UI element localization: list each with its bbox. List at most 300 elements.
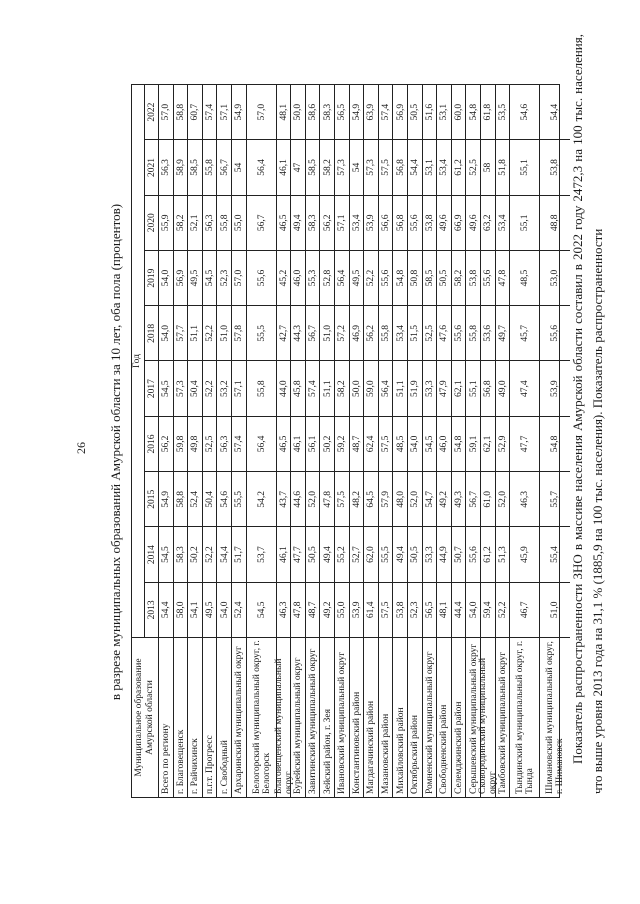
value-cell: 57,1 xyxy=(217,85,232,140)
municipality-name-cell: Всего по региону xyxy=(161,723,172,794)
value-cell: 53,7 xyxy=(247,527,277,582)
value-cell: 50,8 xyxy=(408,251,423,306)
value-cell: 62,1 xyxy=(452,362,467,417)
table-row xyxy=(392,85,408,797)
value-cell: 48,7 xyxy=(306,583,321,638)
value-cell: 57,1 xyxy=(335,196,350,251)
value-cell: 55,8 xyxy=(203,140,218,195)
table-row xyxy=(436,85,452,797)
value-cell: 53,8 xyxy=(423,196,438,251)
value-cell: 45,9 xyxy=(510,527,540,582)
table-row xyxy=(363,85,379,797)
value-cell: 57,5 xyxy=(379,140,394,195)
municipality-name-cell: Сковородинский муниципальный округ xyxy=(478,657,499,794)
value-cell: 52,5 xyxy=(466,140,481,195)
value-cell: 63,9 xyxy=(364,85,379,140)
municipality-name-cell: Шимановский муниципальный округ, г. Шимановск xyxy=(545,641,566,794)
value-cell: 53,1 xyxy=(423,140,438,195)
municipality-name-cell: г. Райчихинск xyxy=(190,738,201,794)
value-cell: 57,0 xyxy=(232,251,247,306)
value-cell: 49,2 xyxy=(320,583,335,638)
value-cell: 56,4 xyxy=(247,417,277,472)
value-cell: 58,9 xyxy=(174,140,189,195)
value-cell: 46,1 xyxy=(277,527,292,582)
municipality-name-cell: Октябрьский район xyxy=(410,715,421,794)
value-cell: 53,4 xyxy=(350,196,365,251)
municipality-name-cell: Серышевский муниципальный округ xyxy=(468,643,479,794)
value-cell: 47,7 xyxy=(291,527,306,582)
value-cell: 50,2 xyxy=(188,527,203,582)
page-number: 26 xyxy=(74,442,88,454)
value-cell: 57,9 xyxy=(379,472,394,527)
municipality-name-cell: г. Благовещенск xyxy=(175,729,186,794)
value-cell: 52,5 xyxy=(203,417,218,472)
value-cell: 52,0 xyxy=(306,472,321,527)
value-cell: 59,0 xyxy=(364,362,379,417)
value-cell: 57,3 xyxy=(364,140,379,195)
value-cell: 44,6 xyxy=(291,472,306,527)
value-cell: 56,7 xyxy=(247,196,277,251)
table-row xyxy=(478,85,499,797)
value-cell: 55,0 xyxy=(335,583,350,638)
value-cell: 51,8 xyxy=(496,140,511,195)
value-cell: 55,6 xyxy=(379,251,394,306)
value-cell: 46,9 xyxy=(350,306,365,361)
value-cell: 46,3 xyxy=(277,583,292,638)
value-cell: 56,4 xyxy=(335,251,350,306)
value-cell: 49,4 xyxy=(393,527,408,582)
year-header-cell: 2017 xyxy=(145,362,159,417)
value-cell: 49,4 xyxy=(291,196,306,251)
year-header-cell: 2013 xyxy=(145,583,159,638)
value-cell: 55,2 xyxy=(335,527,350,582)
value-cell: 58,5 xyxy=(306,140,321,195)
value-cell: 54,4 xyxy=(159,583,174,638)
value-cell: 58,8 xyxy=(174,472,189,527)
value-cell: 53,5 xyxy=(496,85,511,140)
value-cell: 63,2 xyxy=(481,196,496,251)
value-cell: 57,4 xyxy=(232,417,247,472)
table-caption: в разрезе муниципальных образований Амурской области за 10 лет, оба пола (процентов) xyxy=(108,203,123,701)
value-cell: 58,5 xyxy=(188,140,203,195)
value-cell: 53,4 xyxy=(437,140,452,195)
value-cell: 53,9 xyxy=(364,196,379,251)
value-cell: 54,9 xyxy=(232,85,247,140)
value-cell: 59,8 xyxy=(174,417,189,472)
value-cell: 48,7 xyxy=(350,417,365,472)
value-cell: 56,3 xyxy=(203,196,218,251)
value-cell: 55,6 xyxy=(247,251,277,306)
value-cell: 56,7 xyxy=(466,472,481,527)
value-cell: 46,1 xyxy=(291,417,306,472)
header-years-row xyxy=(144,85,159,638)
municipality-name-cell: Архаринский муниципальный округ xyxy=(234,646,245,794)
value-cell: 52,2 xyxy=(364,251,379,306)
value-cell: 56,7 xyxy=(306,306,321,361)
value-cell: 49,8 xyxy=(188,417,203,472)
value-cell: 46,5 xyxy=(277,196,292,251)
value-cell: 59,2 xyxy=(335,417,350,472)
value-cell: 53,4 xyxy=(393,306,408,361)
value-cell: 61,4 xyxy=(364,583,379,638)
value-cell: 57,8 xyxy=(232,306,247,361)
value-cell: 55,6 xyxy=(466,527,481,582)
value-cell: 56,2 xyxy=(159,417,174,472)
value-cell: 61,2 xyxy=(481,527,496,582)
value-cell: 54,7 xyxy=(423,472,438,527)
municipality-name-cell: Магдагачинский район xyxy=(366,700,377,794)
value-cell: 49,4 xyxy=(320,527,335,582)
value-cell: 62,0 xyxy=(364,527,379,582)
value-cell: 56,2 xyxy=(320,196,335,251)
value-cell: 55,8 xyxy=(217,196,232,251)
value-cell: 59,4 xyxy=(481,583,496,638)
value-cell: 48,8 xyxy=(540,196,570,251)
table-row xyxy=(173,85,189,797)
table-row xyxy=(422,85,438,797)
value-cell: 58,2 xyxy=(174,196,189,251)
value-cell: 55,8 xyxy=(379,306,394,361)
municipality-name-cell: Белогорский муниципальный округ, г. Белогорск xyxy=(251,640,272,794)
value-cell: 46,7 xyxy=(510,583,540,638)
value-cell: 55,5 xyxy=(232,472,247,527)
table-row xyxy=(305,85,321,797)
value-cell: 55,8 xyxy=(466,306,481,361)
value-cell: 58,2 xyxy=(335,362,350,417)
value-cell: 55,1 xyxy=(510,140,540,195)
value-cell: 51,3 xyxy=(496,527,511,582)
value-cell: 55,8 xyxy=(247,362,277,417)
value-cell: 57,0 xyxy=(247,85,277,140)
value-cell: 58,6 xyxy=(306,85,321,140)
value-cell: 53,9 xyxy=(350,583,365,638)
value-cell: 47,8 xyxy=(320,472,335,527)
value-cell: 53,0 xyxy=(540,251,570,306)
value-cell: 47,6 xyxy=(437,306,452,361)
value-cell: 54,0 xyxy=(159,306,174,361)
value-cell: 44,9 xyxy=(437,527,452,582)
value-cell: 54,0 xyxy=(466,583,481,638)
value-cell: 54,1 xyxy=(188,583,203,638)
header-name-cell: Муниципальное образование Амурской области xyxy=(134,658,155,777)
municipality-name-cell: г. Свободный xyxy=(219,740,230,794)
header-year-group: Год xyxy=(132,85,144,638)
value-cell: 58,3 xyxy=(174,527,189,582)
value-cell: 56,3 xyxy=(159,140,174,195)
value-cell: 56,4 xyxy=(379,362,394,417)
value-cell: 52,5 xyxy=(423,306,438,361)
value-cell: 55,4 xyxy=(540,527,570,582)
value-cell: 61,0 xyxy=(481,472,496,527)
value-cell: 46,5 xyxy=(277,417,292,472)
value-cell: 53,8 xyxy=(393,583,408,638)
value-cell: 62,4 xyxy=(364,417,379,472)
year-header-cell: 2021 xyxy=(145,140,159,195)
value-cell: 54,5 xyxy=(159,527,174,582)
value-cell: 52,0 xyxy=(408,472,423,527)
value-cell: 47,9 xyxy=(437,362,452,417)
value-cell: 49,6 xyxy=(466,196,481,251)
table-row xyxy=(319,85,335,797)
municipality-name-cell: Тындинский муниципальный округ, г. Тында xyxy=(515,640,536,794)
municipality-name-cell: Михайловский район xyxy=(395,707,406,794)
value-cell: 46,1 xyxy=(277,140,292,195)
municipality-name-cell: Константиновский район xyxy=(351,691,362,794)
value-cell: 56,8 xyxy=(481,362,496,417)
value-cell: 52,4 xyxy=(188,472,203,527)
value-cell: 58,2 xyxy=(452,251,467,306)
value-cell: 57,4 xyxy=(306,362,321,417)
value-cell: 52,2 xyxy=(203,527,218,582)
value-cell: 55,0 xyxy=(232,196,247,251)
value-cell: 61,8 xyxy=(481,85,496,140)
value-cell: 56,9 xyxy=(393,85,408,140)
value-cell: 48,0 xyxy=(393,472,408,527)
value-cell: 57,5 xyxy=(335,472,350,527)
value-cell: 57,5 xyxy=(379,583,394,638)
value-cell: 54,0 xyxy=(159,251,174,306)
table-row xyxy=(187,85,203,797)
value-cell: 55,5 xyxy=(379,527,394,582)
value-cell: 49,5 xyxy=(350,251,365,306)
value-cell: 54 xyxy=(232,140,247,195)
value-cell: 54,0 xyxy=(408,417,423,472)
value-cell: 46,0 xyxy=(437,417,452,472)
value-cell: 52,3 xyxy=(408,583,423,638)
value-cell: 51,1 xyxy=(320,362,335,417)
value-cell: 55,6 xyxy=(481,251,496,306)
value-cell: 64,5 xyxy=(364,472,379,527)
table-row xyxy=(349,85,365,797)
value-cell: 49,2 xyxy=(437,472,452,527)
value-cell: 57,3 xyxy=(174,362,189,417)
municipality-name-cell: Ивановский муниципальный округ xyxy=(337,651,348,794)
value-cell: 54,9 xyxy=(350,85,365,140)
value-cell: 47 xyxy=(291,140,306,195)
value-cell: 54 xyxy=(350,140,365,195)
value-cell: 55,3 xyxy=(306,251,321,306)
value-cell: 52,1 xyxy=(188,196,203,251)
value-cell: 58,0 xyxy=(174,583,189,638)
value-cell: 51,9 xyxy=(408,362,423,417)
value-cell: 48,2 xyxy=(350,472,365,527)
value-cell: 53,1 xyxy=(437,85,452,140)
value-cell: 49,5 xyxy=(188,251,203,306)
value-cell: 52,8 xyxy=(320,251,335,306)
municipality-name-cell: Благовещенский муниципальный округ xyxy=(273,658,294,794)
value-cell: 56,5 xyxy=(335,85,350,140)
value-cell: 47,7 xyxy=(510,417,540,472)
table-row xyxy=(407,85,423,797)
value-cell: 51,6 xyxy=(423,85,438,140)
data-table xyxy=(131,84,566,798)
value-cell: 56,2 xyxy=(364,306,379,361)
value-cell: 53,8 xyxy=(466,251,481,306)
value-cell: 51,1 xyxy=(188,306,203,361)
value-cell: 50,4 xyxy=(188,362,203,417)
value-cell: 54,2 xyxy=(247,472,277,527)
value-cell: 47,8 xyxy=(291,583,306,638)
value-cell: 44,0 xyxy=(277,362,292,417)
value-cell: 53,8 xyxy=(540,140,570,195)
value-cell: 56,6 xyxy=(379,196,394,251)
value-cell: 54,5 xyxy=(159,362,174,417)
value-cell: 47,8 xyxy=(496,251,511,306)
table-row xyxy=(378,85,394,797)
value-cell: 54,5 xyxy=(423,417,438,472)
table-row xyxy=(202,85,218,797)
municipality-name-cell: Селемджинский район xyxy=(454,701,465,794)
value-cell: 55,7 xyxy=(540,472,570,527)
value-cell: 55,6 xyxy=(540,306,570,361)
table-row xyxy=(451,85,467,797)
value-cell: 55,6 xyxy=(408,196,423,251)
year-header-cell: 2016 xyxy=(145,417,159,472)
value-cell: 46,3 xyxy=(510,472,540,527)
value-cell: 52,7 xyxy=(350,527,365,582)
value-cell: 56,5 xyxy=(423,583,438,638)
value-cell: 57,2 xyxy=(335,306,350,361)
value-cell: 53,3 xyxy=(423,362,438,417)
value-cell: 48,1 xyxy=(437,583,452,638)
value-cell: 57,4 xyxy=(379,85,394,140)
value-cell: 50,5 xyxy=(408,527,423,582)
value-cell: 47,4 xyxy=(510,362,540,417)
value-cell: 54,5 xyxy=(203,251,218,306)
value-cell: 55,1 xyxy=(466,362,481,417)
value-cell: 44,3 xyxy=(291,306,306,361)
value-cell: 49,7 xyxy=(496,306,511,361)
value-cell: 51,0 xyxy=(540,583,570,638)
table-row xyxy=(231,85,247,797)
value-cell: 58,5 xyxy=(423,251,438,306)
value-cell: 54,6 xyxy=(510,85,540,140)
value-cell: 48,1 xyxy=(277,85,292,140)
value-cell: 58,2 xyxy=(320,140,335,195)
year-header-cell: 2015 xyxy=(145,472,159,527)
value-cell: 43,7 xyxy=(277,472,292,527)
value-cell: 52,3 xyxy=(217,251,232,306)
value-cell: 49,6 xyxy=(437,196,452,251)
value-cell: 66,9 xyxy=(452,196,467,251)
municipality-name-cell: Свободненский район xyxy=(439,704,450,794)
value-cell: 54,8 xyxy=(393,251,408,306)
value-cell: 52,2 xyxy=(203,362,218,417)
value-cell: 52,2 xyxy=(496,583,511,638)
value-cell: 54,6 xyxy=(217,472,232,527)
value-cell: 55,5 xyxy=(247,306,277,361)
value-cell: 49,5 xyxy=(203,583,218,638)
value-cell: 51,5 xyxy=(408,306,423,361)
value-cell: 54,0 xyxy=(217,583,232,638)
value-cell: 58,8 xyxy=(174,85,189,140)
year-header-cell: 2022 xyxy=(145,85,159,140)
value-cell: 51,0 xyxy=(320,306,335,361)
value-cell: 45,7 xyxy=(510,306,540,361)
table-row xyxy=(216,85,232,797)
value-cell: 52,4 xyxy=(232,583,247,638)
value-cell: 44,4 xyxy=(452,583,467,638)
value-cell: 55,9 xyxy=(159,196,174,251)
value-cell: 51,0 xyxy=(217,306,232,361)
year-header-cell: 2020 xyxy=(145,196,159,251)
year-header-cell: 2014 xyxy=(145,527,159,582)
value-cell: 55,6 xyxy=(452,306,467,361)
value-cell: 54,8 xyxy=(452,417,467,472)
value-cell: 50,5 xyxy=(306,527,321,582)
value-cell: 56,4 xyxy=(247,140,277,195)
value-cell: 56,1 xyxy=(306,417,321,472)
value-cell: 56,8 xyxy=(393,196,408,251)
value-cell: 56,9 xyxy=(174,251,189,306)
municipality-name-cell: Тамбовский муниципальный округ xyxy=(497,651,508,794)
value-cell: 46,0 xyxy=(291,251,306,306)
value-cell: 42,7 xyxy=(277,306,292,361)
value-cell: 52,9 xyxy=(496,417,511,472)
table-row xyxy=(539,85,570,797)
value-cell: 61,2 xyxy=(452,140,467,195)
value-cell: 60,7 xyxy=(188,85,203,140)
value-cell: 49,0 xyxy=(496,362,511,417)
table-row xyxy=(246,85,277,797)
value-cell: 49,3 xyxy=(452,472,467,527)
value-cell: 48,5 xyxy=(393,417,408,472)
table-row xyxy=(273,85,294,797)
value-cell: 48,5 xyxy=(510,251,540,306)
value-cell: 53,4 xyxy=(496,196,511,251)
municipality-name-cell: п.г.т. Прогресс xyxy=(205,735,216,794)
value-cell: 53,3 xyxy=(423,527,438,582)
value-cell: 56,3 xyxy=(217,417,232,472)
value-cell: 50,0 xyxy=(291,85,306,140)
value-cell: 62,1 xyxy=(481,417,496,472)
year-header-cell: 2019 xyxy=(145,251,159,306)
body-paragraph: Показатель распространенности ЗНО в массиве населения Амурской области составил в 2022 году 2472,3 на 100 тыс. населения, что выше уровня 2013 года на 31,1 % (1885,9 на 100 тыс. населения). Показатель распространенности xyxy=(570,34,605,794)
value-cell: 57,0 xyxy=(159,85,174,140)
table-row xyxy=(290,85,306,797)
value-cell: 53,9 xyxy=(540,362,570,417)
value-cell: 60,0 xyxy=(452,85,467,140)
value-cell: 51,1 xyxy=(393,362,408,417)
value-cell: 59,1 xyxy=(466,417,481,472)
municipality-name-cell: Мазановский район xyxy=(381,713,392,794)
value-cell: 54,4 xyxy=(408,140,423,195)
value-cell: 50,5 xyxy=(408,85,423,140)
value-cell: 52,0 xyxy=(496,472,511,527)
value-cell: 50,0 xyxy=(350,362,365,417)
value-cell: 54,5 xyxy=(247,583,277,638)
municipality-name-cell: Завитинский муниципальный округ xyxy=(308,648,319,794)
value-cell: 55,1 xyxy=(510,196,540,251)
value-cell: 50,7 xyxy=(452,527,467,582)
value-cell: 50,2 xyxy=(320,417,335,472)
value-cell: 58,3 xyxy=(320,85,335,140)
table-header xyxy=(132,85,158,797)
value-cell: 53,2 xyxy=(217,362,232,417)
table-row xyxy=(509,85,540,797)
year-header-cell: 2018 xyxy=(145,306,159,361)
value-cell: 57,4 xyxy=(203,85,218,140)
value-cell: 54,8 xyxy=(540,417,570,472)
value-cell: 50,4 xyxy=(203,472,218,527)
table-row xyxy=(495,85,511,797)
value-cell: 56,8 xyxy=(393,140,408,195)
value-cell: 58,3 xyxy=(306,196,321,251)
value-cell: 54,4 xyxy=(217,527,232,582)
value-cell: 54,9 xyxy=(159,472,174,527)
municipality-name-cell: Зейский район, г. Зея xyxy=(322,709,333,794)
table-row xyxy=(158,85,174,797)
